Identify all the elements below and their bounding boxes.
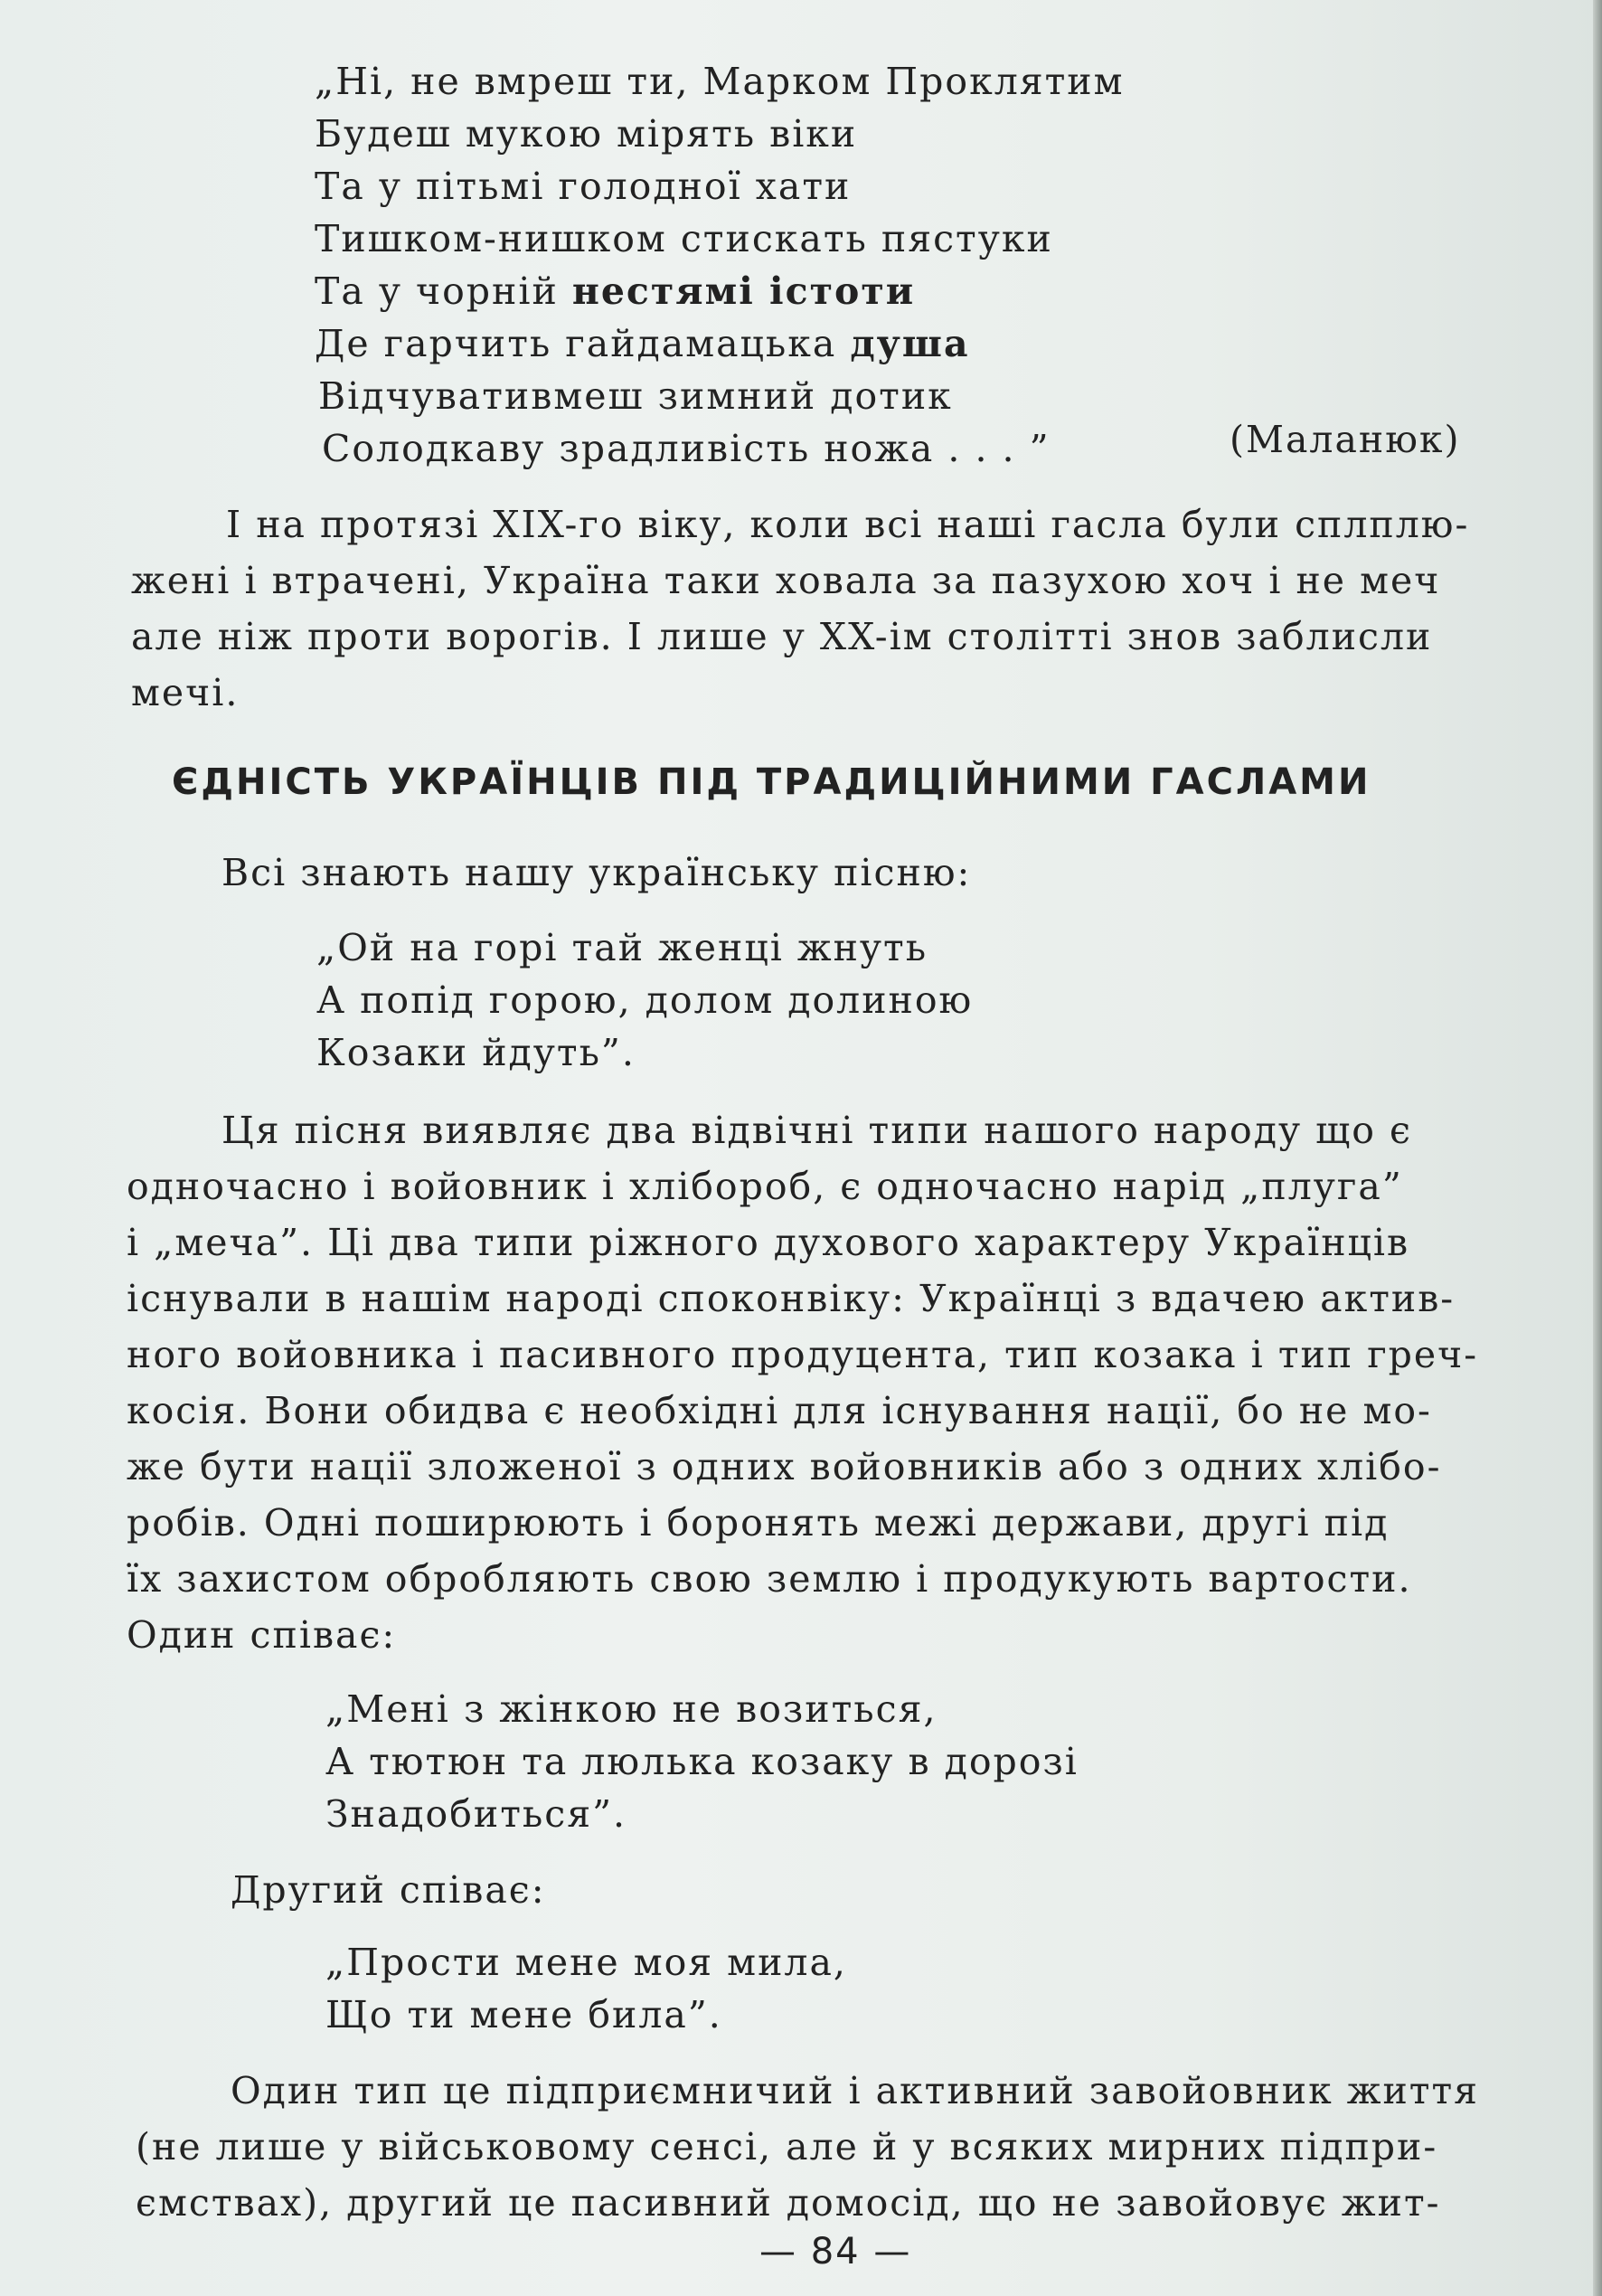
para2-line: же бути нації зложеної з одних войовників або з одних хлібо- [127,1445,1442,1488]
para3-line: Один тип це підприємничий і активний завойовник життя [231,2069,1480,2112]
para2-line: існували в нашім народі споконвіку: Українці з вдачею актив- [127,1277,1456,1320]
song1-line: „Ой на горі тай женці жнуть [316,926,928,969]
poem1-author: (Маланюк) [1230,418,1461,461]
para3-line: (не лише у військовому сенсі, але й у всяких мирних підпри- [136,2125,1438,2168]
poem1-line-text: Де гарчить гайдамацька [315,322,851,365]
para2-line: Ця пісня виявляє два відвічні типи нашого народу що є [221,1109,1412,1152]
page-edge-shadow [1593,0,1602,2296]
song2-line: „Мені з жінкою не возиться, [325,1687,938,1731]
para1-line: мечі. [131,671,240,714]
poem1-line: „Ні, не вмреш ти, Марком Проклятим [315,60,1125,103]
para2-line: ного войовника і пасивного продуцента, тип козака і тип греч- [127,1333,1479,1376]
poem1-line: Будеш мукою мірять віки [315,112,858,156]
poem1-bold-word: душа [850,322,970,365]
poem1-line [315,269,916,313]
section-heading: ЄДНІСТЬ УКРАЇНЦІВ ПІД ТРАДИЦІЙНИМИ ГАСЛАМИ [172,761,1371,803]
para1-line: жені і втрачені, Україна таки ховала за пазухою хоч і не меч [131,559,1441,602]
song1-line: А попід горою, долом долиною [316,978,974,1022]
para3-line: ємствах), другий це пасивний домосід, що не завойовує жит- [136,2181,1441,2225]
poem1-bold-phrase: нестямі істоти [571,269,916,313]
song2-line: Знадобиться”. [325,1792,627,1836]
para2-line: Один співає: [127,1613,397,1657]
para2-line: робів. Одні поширюють і боронять межі держави, другі під [127,1501,1390,1545]
page-number: — 84 — [759,2231,912,2272]
second-sings-line: Другий співає: [231,1868,546,1912]
para1-line: І на протязі XIX-го віку, коли всі наші гасла були сплплю- [226,503,1470,546]
song3-line: Що ти мене била”. [325,1993,722,2036]
poem1-line: Тишком-нишком стискать пястуки [315,217,1053,260]
para1-line: але ніж проти ворогів. І лише у XX-ім столітті знов заблисли [131,615,1433,658]
poem1-line: Відчувативмеш зимний дотик [318,374,953,418]
song2-line: А тютюн та люлька козаку в дорозі [325,1740,1079,1783]
para2-line: одночасно і войовник і хлібороб, є одночасно нарід „плуга” [127,1165,1403,1208]
poem1-line: Та у пітьмі голодної хати [315,165,852,208]
poem1-line: Солодкаву зрадливість ножа . . . ” [322,427,1051,470]
intro-line: Всі знають нашу українську пісню: [221,851,972,894]
poem1-line [315,322,970,365]
para2-line: косія. Вони обидва є необхідні для існування нації, бо не мо- [127,1389,1432,1432]
para2-line: і „меча”. Ці два типи ріжного духового характеру Українців [127,1221,1410,1264]
song1-line: Козаки йдуть”. [316,1031,636,1074]
poem1-line-text: Та у чорній [315,269,572,313]
para2-line: їх захистом обробляють свою землю і продукують вартости. [127,1557,1412,1601]
song3-line: „Прости мене моя мила, [325,1941,847,1984]
